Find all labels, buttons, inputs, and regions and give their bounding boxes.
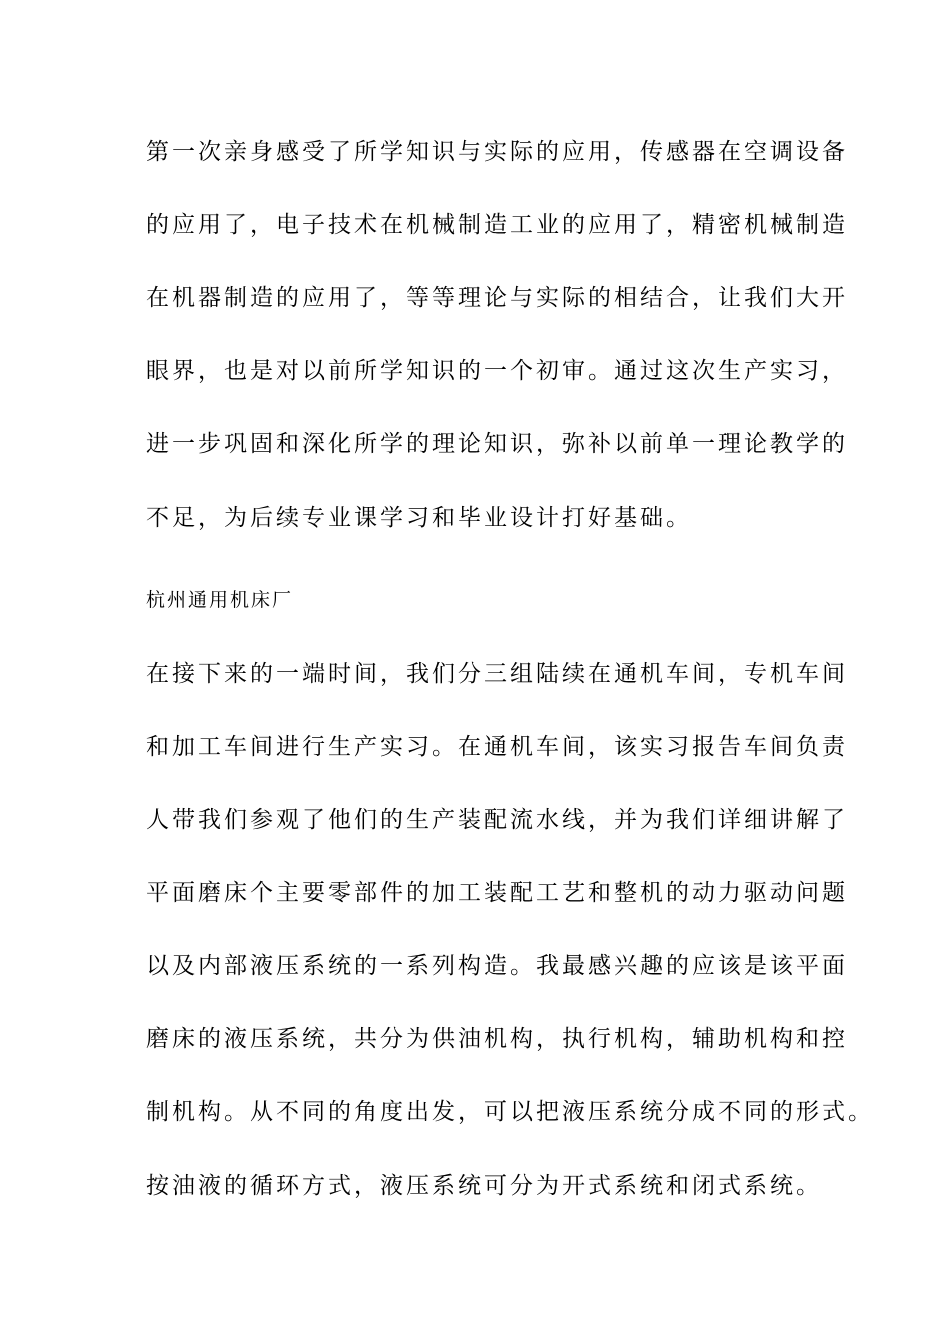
- paragraph-2-line-4: 平面磨床个主要零部件的加工装配工艺和整机的动力驱动问题: [146, 880, 848, 906]
- paragraph-1-line-3: 在机器制造的应用了，等等理论与实际的相结合，让我们大开: [146, 285, 848, 311]
- paragraph-2-line-5: 以及内部液压系统的一系列构造。我最感兴趣的应该是该平面: [146, 953, 848, 979]
- paragraph-1-line-4: 眼界，也是对以前所学知识的一个初审。通过这次生产实习，: [146, 358, 848, 384]
- paragraph-2-line-6: 磨床的液压系统，共分为供油机构，执行机构，辅助机构和控: [146, 1026, 848, 1052]
- paragraph-1-line-2: 的应用了，电子技术在机械制造工业的应用了，精密机械制造: [146, 212, 848, 238]
- paragraph-1-line-6: 不足，为后续专业课学习和毕业设计打好基础。: [146, 505, 692, 531]
- paragraph-2-line-2: 和加工车间进行生产实习。在通机车间，该实习报告车间负责: [146, 734, 848, 760]
- paragraph-1-line-5: 进一步巩固和深化所学的理论知识，弥补以前单一理论教学的: [146, 431, 848, 457]
- paragraph-2-line-1: 在接下来的一端时间，我们分三组陆续在通机车间，专机车间: [146, 661, 848, 687]
- paragraph-2-line-7: 制机构。从不同的角度出发，可以把液压系统分成不同的形式。: [146, 1099, 874, 1125]
- paragraph-2-line-8: 按油液的循环方式，液压系统可分为开式系统和闭式系统。: [146, 1173, 822, 1199]
- section-heading: 杭州通用机床厂: [146, 589, 294, 611]
- paragraph-2-line-3: 人带我们参观了他们的生产装配流水线，并为我们详细讲解了: [146, 807, 848, 833]
- paragraph-1-line-1: 第一次亲身感受了所学知识与实际的应用，传感器在空调设备: [146, 139, 848, 165]
